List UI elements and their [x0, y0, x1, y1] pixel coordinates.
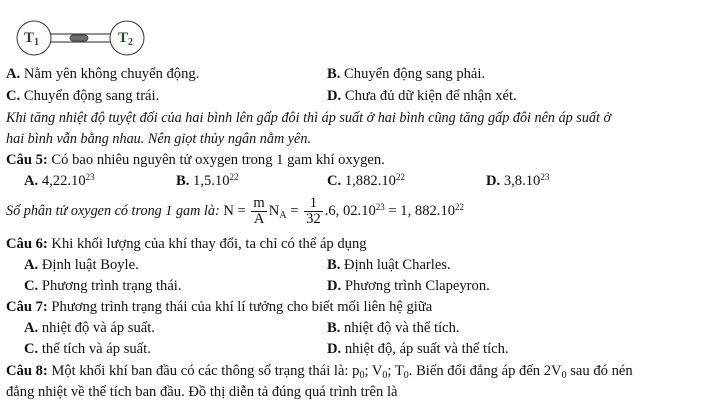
q5-option-b: B. 1,5.10$^{22}$	[176, 172, 239, 189]
q8-stem-line1: Câu 8: Một khối khí ban đầu có các thông số trạng thái là: $p_0$; $V_0$; $T_0$. Biến đổi đẳng áp đến $2V_0$ sau đó nén	[6, 363, 633, 381]
q5-formula: N = $\frac{m}{A}$ $N_A$ = $\frac{1}{32}$ .6, $02.10^{23} = 1$, 882.10$^{22}$	[223, 195, 465, 228]
q6-option-b: B. Định luật Charles.	[327, 257, 451, 273]
mercury-droplet	[70, 35, 88, 41]
q4-explanation-line2: hai bình vẫn bằng nhau. Nên giọt thủy ngân nằm yên.	[6, 131, 311, 147]
q6-option-c: C. Phương trình trạng thái.	[24, 278, 182, 294]
q4-explanation-line1: Khi tăng nhiệt độ tuyệt đối của hai bình lên gấp đôi thì áp suất ở hai bình cũng tăng gấp đôi nên áp suất ở	[6, 110, 612, 126]
q4-option-c: C. Chuyển động sang trái.	[6, 88, 160, 104]
q4-option-b: B. Chuyển động sang phải.	[327, 66, 486, 82]
q5-option-c: C. 1,882.10$^{22}$	[327, 172, 405, 189]
q7-option-a: A. nhiệt độ và áp suất.	[24, 320, 155, 336]
q6-option-d: D. Phương trình Clapeyron.	[327, 278, 490, 294]
q4-option-a: A. Nằm yên không chuyển động.	[6, 66, 200, 82]
q7-option-b: B. nhiệt độ và thể tích.	[327, 320, 460, 336]
q8-stem-line2: đẳng nhiệt về thể tích ban đầu. Đồ thị diễn tả đúng quá trình trên là	[6, 384, 398, 400]
q7-option-c: C. thể tích và áp suất.	[24, 341, 151, 357]
q7-stem: Câu 7: Phương trình trạng thái của khí lí tưởng cho biết mối liên hệ giữa	[6, 299, 433, 315]
fraction-m-over-a: $\frac{m}{A}$	[253, 195, 265, 228]
q6-stem: Câu 6: Khi khối lượng của khí thay đổi, ta chỉ có thể áp dụng	[6, 236, 367, 252]
bulb-label-t2: $T_2$	[118, 30, 134, 48]
q6-option-a: A. Định luật Boyle.	[24, 257, 139, 273]
bulb-label-t1: $T_1$	[24, 30, 40, 48]
q5-explanation: Số phân tử oxygen có trong 1 gam là: N = $\frac{m}{A}$ $N_A$ = $\frac{1}{32}$ .6, $02.10^{23} = 1$, 882.10$^{22}$	[6, 195, 465, 228]
q5-stem: Câu 5: Có bao nhiêu nguyên tử oxygen trong 1 gam khí oxygen.	[6, 152, 385, 168]
q5-option-d: D. 3,8.10$^{23}$	[486, 172, 550, 189]
q7-option-d: D. nhiệt độ, áp suất và thể tích.	[327, 341, 509, 357]
q5-option-a: A. 4,22.10$^{23}$	[24, 172, 95, 189]
q4-option-d: D. Chưa đủ dữ kiện để nhận xét.	[327, 88, 517, 104]
two-bulb-diagram	[0, 0, 200, 62]
fraction-1-over-32: $\frac{1}{32}$	[306, 195, 321, 228]
